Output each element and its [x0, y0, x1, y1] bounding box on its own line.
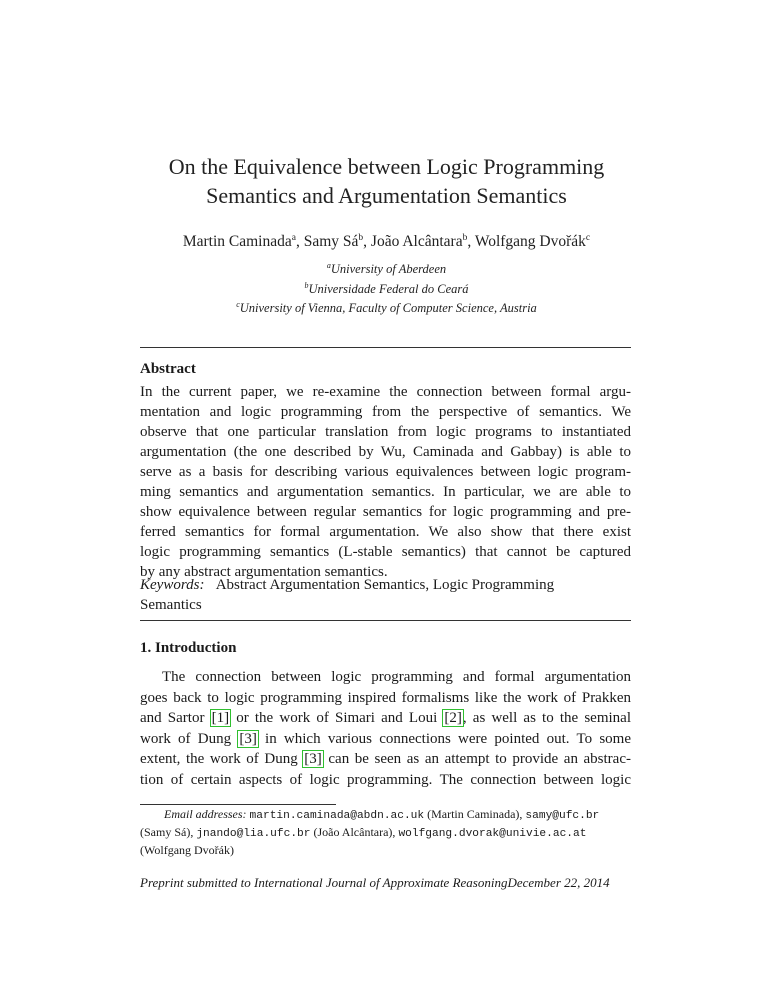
- citation-link[interactable]: [3]: [304, 751, 322, 768]
- keywords: [140, 575, 631, 615]
- footnote-line: [140, 825, 631, 843]
- affil-text: University of Vienna, Faculty of Computer Science, Austria: [239, 301, 537, 315]
- footnote-rule: [140, 804, 336, 805]
- intro-text: work of Dung: [140, 730, 239, 747]
- abstract-line: logic programming semantics (L-stable semantics) that cannot be captured: [140, 544, 631, 560]
- footnote-line: (Wolfgang Dvořák): [140, 842, 235, 857]
- preprint-journal: Preprint submitted to International Journal of Approximate Reasoning: [140, 875, 508, 890]
- email-owner: (Martin Caminada),: [427, 807, 523, 821]
- citation-link[interactable]: [3]: [239, 730, 257, 747]
- affiliation: [100, 278, 673, 298]
- abstract-line: In the current paper, we re-examine the connection between formal argu-: [140, 384, 631, 400]
- abstract-heading: Abstract: [140, 361, 196, 377]
- abstract-line: by any abstract argumentation semantics.: [140, 564, 388, 580]
- abstract-top-rule: [140, 347, 631, 348]
- affil-mark: b: [304, 280, 309, 290]
- email-owner: (Samy Sá),: [140, 824, 194, 839]
- footnote-label: Email addresses:: [164, 807, 247, 821]
- abstract-bottom-rule: [140, 620, 631, 621]
- title-line-2: Semantics and Argumentation Semantics: [206, 183, 567, 208]
- affiliation-list: [100, 258, 673, 317]
- abstract-line: argumentation (the one described by Wu, Caminada and Gabbay) is able to: [140, 444, 631, 460]
- intro-text: or the work of Simari and Loui: [230, 710, 444, 727]
- affiliation: [100, 297, 673, 317]
- intro-text: extent, the work of Dung: [140, 751, 304, 768]
- affil-text: Universidade Federal do Ceará: [308, 281, 469, 296]
- intro-line: [140, 749, 631, 770]
- keywords-text: Abstract Argumentation Semantics, Logic Programming: [215, 577, 555, 593]
- author-name: João Alcântara: [370, 233, 463, 250]
- author-separator: ,: [295, 233, 304, 250]
- author-list: [100, 228, 673, 252]
- keywords-label: Keywords:: [140, 577, 205, 593]
- introduction-body: [140, 667, 631, 791]
- preprint-footer: [140, 874, 631, 892]
- author-affil-mark: a: [291, 233, 296, 243]
- citation-link[interactable]: [1]: [211, 710, 230, 727]
- abstract-line: ferred semantics for formal argumentation. We also show that there exist: [140, 524, 631, 540]
- keywords-line: [140, 575, 631, 595]
- keywords-line: Semantics: [140, 597, 202, 613]
- section-heading-introduction: 1. Introduction: [140, 640, 237, 656]
- author-separator: ,: [467, 233, 475, 250]
- abstract-line: show equivalence between regular semantics for logic programming and pre-: [140, 504, 631, 520]
- intro-text: can be seen as an attempt to provide an abstrac-: [322, 751, 631, 768]
- footnote-emails: [140, 807, 631, 858]
- preprint-date: December 22, 2014: [507, 875, 610, 890]
- intro-line: [140, 708, 631, 729]
- abstract-line: mentation and logic programming from the perspective of semantics. We: [140, 404, 631, 420]
- abstract-line: observe that one particular translation from logic programs to instantiated: [140, 424, 631, 440]
- abstract-line: ming semantics and argumentation semantics. In particular, we are able to: [140, 484, 631, 500]
- intro-text: , as well as to the seminal: [462, 710, 631, 727]
- author-name: Samy Sá: [303, 233, 359, 250]
- affil-mark: a: [326, 261, 331, 270]
- author-name: Martin Caminada: [182, 233, 292, 250]
- author-separator: ,: [363, 233, 371, 250]
- author-affil-mark: b: [462, 233, 468, 243]
- intro-line: The connection between logic programming and formal argumentation: [162, 669, 631, 685]
- author-affil-mark: c: [585, 233, 591, 243]
- title-line-1: On the Equivalence between Logic Programming: [168, 154, 605, 179]
- email-owner: (João Alcântara),: [313, 824, 396, 839]
- email-link[interactable]: wolfgang.dvorak@univie.ac.at: [398, 827, 587, 840]
- intro-line: tion of certain aspects of logic programming. The connection between logic: [140, 771, 631, 788]
- affiliation: [100, 258, 673, 278]
- author-affil-mark: b: [358, 233, 364, 243]
- author-name: Wolfgang Dvořák: [474, 233, 586, 250]
- intro-text: in which various connections were pointed out. To some: [257, 730, 631, 747]
- intro-line: goes back to logic programming inspired formalisms like the work of Prakken: [140, 689, 631, 706]
- abstract-line: serve as a basis for describing various equivalences between logic program-: [140, 464, 631, 480]
- intro-line: [140, 729, 631, 750]
- intro-text: and Sartor: [140, 710, 211, 727]
- affil-text: University of Aberdeen: [330, 262, 447, 276]
- abstract-body: [140, 382, 631, 582]
- affil-mark: c: [236, 300, 240, 309]
- citation-link[interactable]: [2]: [444, 710, 462, 727]
- email-link[interactable]: martin.caminada@abdn.ac.uk: [249, 810, 425, 822]
- footnote-line: [140, 807, 631, 825]
- paper-title: [100, 152, 673, 210]
- email-link[interactable]: samy@ufc.br: [525, 810, 600, 822]
- email-link[interactable]: jnando@lia.ufc.br: [196, 827, 311, 840]
